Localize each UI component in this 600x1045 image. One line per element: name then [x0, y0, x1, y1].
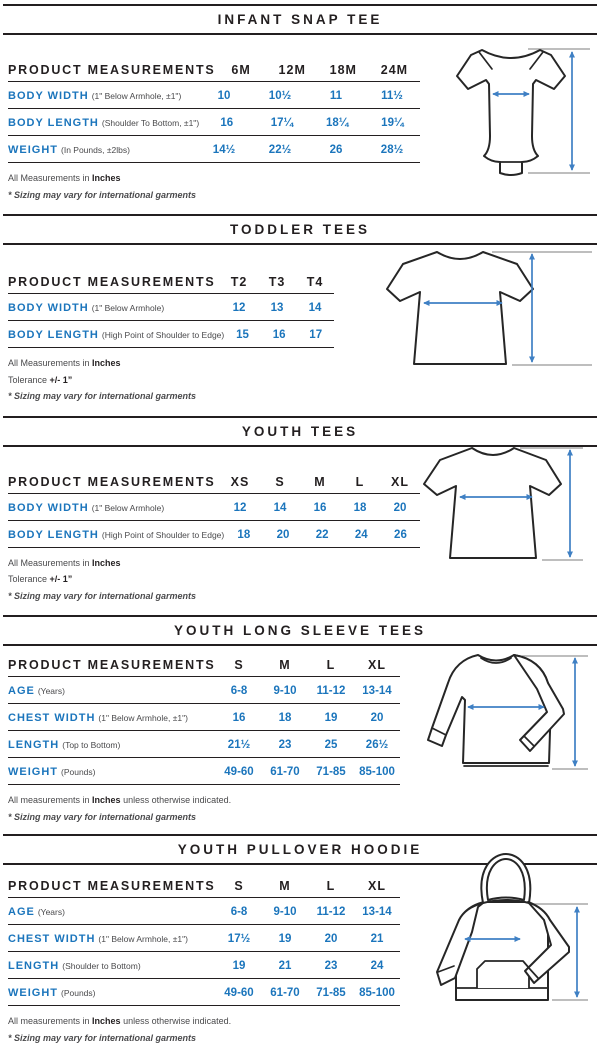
- measurements-table: [8, 471, 420, 548]
- column-header: L: [308, 879, 354, 893]
- cell-value: 14½: [196, 144, 252, 156]
- column-header: M: [262, 658, 308, 672]
- youth-pullover-hoodie-diagram: [420, 850, 595, 1008]
- section-youth-pullover-hoodie: [3, 834, 597, 1045]
- row-note: (1" Below Armhole): [92, 303, 164, 313]
- column-header: 24M: [369, 63, 420, 77]
- sizing-disclaimer: * Sizing may vary for international garments: [8, 590, 597, 604]
- column-header: L: [340, 475, 380, 489]
- row-note: (High Point of Shoulder to Edge): [102, 330, 224, 340]
- cell-value: 23: [308, 960, 354, 972]
- row-label: WEIGHT: [8, 987, 58, 999]
- row-label: CHEST WIDTH: [8, 933, 95, 945]
- row-label: BODY LENGTH: [8, 329, 99, 341]
- cell-value: 19: [262, 933, 308, 945]
- table-row: [8, 82, 420, 109]
- cell-value: 6-8: [216, 685, 262, 697]
- table-header-label: PRODUCT MEASUREMENTS: [8, 63, 216, 77]
- table-row: [8, 294, 334, 321]
- row-note: (Top to Bottom): [62, 740, 120, 750]
- table-row: [8, 979, 400, 1006]
- row-label: CHEST WIDTH: [8, 712, 95, 724]
- cell-value: 28½: [364, 144, 420, 156]
- table-row: [8, 952, 400, 979]
- table-header-row: [8, 875, 400, 898]
- cell-value: 10½: [252, 90, 308, 102]
- cell-value: 17: [297, 329, 334, 341]
- cell-value: 15: [224, 329, 261, 341]
- cell-value: 24: [342, 529, 381, 541]
- column-header: 12M: [267, 63, 318, 77]
- measurement-unit-note: All measurements in Inches unless otherwise indicated.: [8, 794, 597, 808]
- row-note: (1" Below Armhole, ±1"): [98, 934, 188, 944]
- cell-value: 11½: [364, 90, 420, 102]
- table-row: [8, 109, 420, 136]
- cell-value: 22½: [252, 144, 308, 156]
- table-header-label: PRODUCT MEASUREMENTS: [8, 275, 220, 289]
- measurement-unit-note: All measurements in Inches unless otherwise indicated.: [8, 1015, 597, 1029]
- row-label: WEIGHT: [8, 144, 58, 156]
- row-label: AGE: [8, 906, 35, 918]
- cell-value: 12: [220, 502, 260, 514]
- section-title: YOUTH PULLOVER HOODIE: [3, 842, 597, 857]
- section-youth-long-sleeve-tees: [3, 615, 597, 824]
- cell-value: 23: [262, 739, 308, 751]
- column-header: S: [216, 879, 262, 893]
- table-row: [8, 704, 400, 731]
- row-note: (Pounds): [61, 988, 96, 998]
- table-header-label: PRODUCT MEASUREMENTS: [8, 879, 216, 893]
- cell-value: 20: [308, 933, 354, 945]
- cell-value: 12: [220, 302, 258, 314]
- cell-value: 18: [262, 712, 308, 724]
- cell-value: 13: [258, 302, 296, 314]
- row-note: (Years): [38, 686, 65, 696]
- measurement-unit-note: All Measurements in Inches: [8, 172, 597, 186]
- cell-value: 22: [303, 529, 342, 541]
- sizing-disclaimer: * Sizing may vary for international garments: [8, 189, 597, 203]
- cell-value: 26: [308, 144, 364, 156]
- youth-tee-diagram: [420, 440, 595, 575]
- cell-value: 21: [262, 960, 308, 972]
- row-note: (High Point of Shoulder to Edge): [102, 530, 224, 540]
- cell-value: 26: [381, 529, 420, 541]
- cell-value: 21: [354, 933, 400, 945]
- column-header: XL: [380, 475, 420, 489]
- section-toddler-tees: [3, 214, 597, 404]
- table-header-label: PRODUCT MEASUREMENTS: [8, 475, 220, 489]
- table-row: [8, 494, 420, 521]
- cell-value: 49-60: [216, 987, 262, 999]
- footnotes: [8, 1015, 597, 1045]
- table-row: [8, 321, 334, 348]
- cell-value: 24: [354, 960, 400, 972]
- table-row: [8, 521, 420, 548]
- column-header: XL: [354, 879, 400, 893]
- row-note: (In Pounds, ±2lbs): [61, 145, 130, 155]
- sizing-disclaimer: * Sizing may vary for international garments: [8, 1032, 597, 1045]
- measurement-unit-note: All Measurements in Inches: [8, 357, 597, 371]
- table-row: [8, 136, 420, 163]
- cell-value: 11-12: [308, 906, 354, 918]
- column-header: XS: [220, 475, 260, 489]
- column-header: T4: [296, 275, 334, 289]
- cell-value: 21½: [216, 739, 262, 751]
- cell-value: 85-100: [354, 987, 400, 999]
- cell-value: 20: [380, 502, 420, 514]
- toddler-tee-diagram: [382, 242, 597, 382]
- section-youth-tees: [3, 416, 597, 604]
- section-header: [3, 214, 597, 245]
- column-header: 6M: [216, 63, 267, 77]
- column-header: L: [308, 658, 354, 672]
- infant-bodysuit-diagram: [430, 40, 595, 180]
- row-label: LENGTH: [8, 739, 59, 751]
- cell-value: 71-85: [308, 987, 354, 999]
- row-note: (1" Below Armhole): [92, 503, 164, 513]
- section-title: TODDLER TEES: [3, 222, 597, 237]
- row-label: BODY WIDTH: [8, 90, 89, 102]
- row-label: WEIGHT: [8, 766, 58, 778]
- cell-value: 25: [308, 739, 354, 751]
- tee-outline: [387, 252, 533, 364]
- column-header: XL: [354, 658, 400, 672]
- cell-value: 14: [296, 302, 334, 314]
- row-note: (Years): [38, 907, 65, 917]
- row-label: BODY WIDTH: [8, 302, 89, 314]
- table-row: [8, 758, 400, 785]
- table-row: [8, 731, 400, 758]
- cell-value: 6-8: [216, 906, 262, 918]
- cell-value: 17½: [216, 933, 262, 945]
- row-label: BODY LENGTH: [8, 529, 99, 541]
- table-header-label: PRODUCT MEASUREMENTS: [8, 658, 216, 672]
- cell-value: 14: [260, 502, 300, 514]
- sizing-disclaimer: * Sizing may vary for international garments: [8, 390, 597, 404]
- onesie-outline: [457, 50, 565, 175]
- row-label: BODY WIDTH: [8, 502, 89, 514]
- cell-value: 17¼: [254, 117, 309, 129]
- section-title: YOUTH LONG SLEEVE TEES: [3, 623, 597, 638]
- tolerance-note: Tolerance +/- 1”: [8, 573, 597, 587]
- column-header: 18M: [318, 63, 369, 77]
- section-header: [3, 4, 597, 35]
- row-label: AGE: [8, 685, 35, 697]
- cell-value: 13-14: [354, 906, 400, 918]
- cell-value: 18: [224, 529, 263, 541]
- hoodie-outline: [437, 854, 569, 1000]
- cell-value: 18¼: [310, 117, 365, 129]
- row-label: LENGTH: [8, 960, 59, 972]
- table-row: [8, 925, 400, 952]
- cell-value: 20: [354, 712, 400, 724]
- row-note: (Shoulder To Bottom, ±1"): [102, 118, 199, 128]
- cell-value: 13-14: [354, 685, 400, 697]
- youth-long-sleeve-tee-diagram: [420, 645, 595, 783]
- cell-value: 9-10: [262, 906, 308, 918]
- table-row: [8, 677, 400, 704]
- measurements-table: [8, 875, 400, 1006]
- tee-outline: [424, 448, 561, 558]
- cell-value: 18: [340, 502, 380, 514]
- row-note: (1" Below Armhole, ±1"): [92, 91, 182, 101]
- row-note: (Pounds): [61, 767, 96, 777]
- footnotes: [8, 794, 597, 824]
- column-header: T3: [258, 275, 296, 289]
- section-header: [3, 615, 597, 646]
- measurements-table: [8, 271, 334, 348]
- cell-value: 16: [300, 502, 340, 514]
- tolerance-note: Tolerance +/- 1”: [8, 374, 597, 388]
- table-header-row: [8, 471, 420, 494]
- measurement-unit-note: All Measurements in Inches: [8, 557, 597, 571]
- cell-value: 19: [308, 712, 354, 724]
- cell-value: 61-70: [262, 766, 308, 778]
- sizing-disclaimer: * Sizing may vary for international garments: [8, 811, 597, 825]
- cell-value: 11: [308, 90, 364, 102]
- cell-value: 20: [263, 529, 302, 541]
- column-header: T2: [220, 275, 258, 289]
- table-row: [8, 898, 400, 925]
- measurements-table: [8, 59, 420, 163]
- section-title: YOUTH TEES: [3, 424, 597, 439]
- column-header: S: [260, 475, 300, 489]
- section-infant-snap-tee: [3, 4, 597, 202]
- cell-value: 61-70: [262, 987, 308, 999]
- table-header-row: [8, 654, 400, 677]
- section-title: INFANT SNAP TEE: [3, 12, 597, 27]
- cell-value: 19¼: [365, 117, 420, 129]
- cell-value: 10: [196, 90, 252, 102]
- column-header: S: [216, 658, 262, 672]
- row-label: BODY LENGTH: [8, 117, 99, 129]
- row-note: (Shoulder to Bottom): [62, 961, 140, 971]
- cell-value: 11-12: [308, 685, 354, 697]
- table-header-row: [8, 59, 420, 82]
- measurements-table: [8, 654, 400, 785]
- column-header: M: [262, 879, 308, 893]
- cell-value: 49-60: [216, 766, 262, 778]
- table-header-row: [8, 271, 334, 294]
- cell-value: 9-10: [262, 685, 308, 697]
- column-header: M: [300, 475, 340, 489]
- row-note: (1" Below Armhole, ±1"): [98, 713, 188, 723]
- cell-value: 16: [199, 117, 254, 129]
- long-sleeve-tee-outline: [428, 655, 564, 766]
- cell-value: 16: [261, 329, 298, 341]
- cell-value: 85-100: [354, 766, 400, 778]
- cell-value: 71-85: [308, 766, 354, 778]
- cell-value: 16: [216, 712, 262, 724]
- cell-value: 26½: [354, 739, 400, 751]
- cell-value: 19: [216, 960, 262, 972]
